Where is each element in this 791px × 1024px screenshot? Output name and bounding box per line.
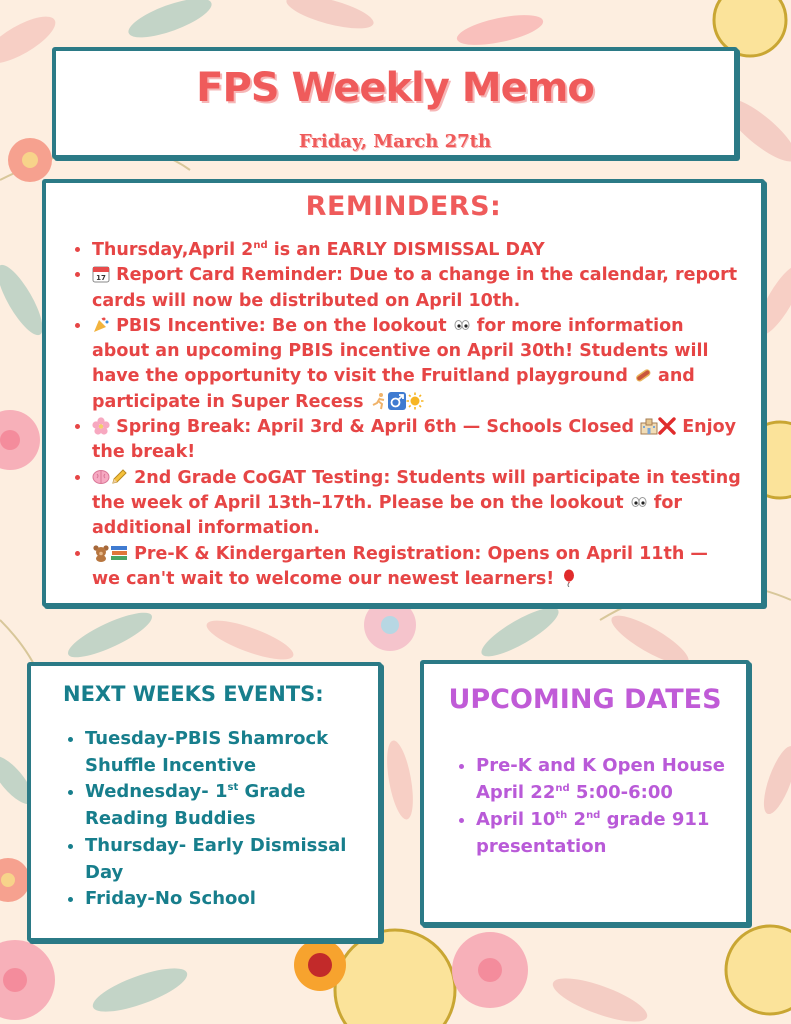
reminders-card xyxy=(42,179,765,607)
list-item: • 2nd Grade CoGAT Testing: Students will participate in testing the week of April 13th–17th. Please be on the lookout for additional information. xyxy=(92,466,741,542)
eyes-icon xyxy=(453,316,471,334)
upcoming-dates-list xyxy=(458,752,736,860)
upcoming-dates-card xyxy=(420,660,750,926)
party-popper-icon xyxy=(92,316,110,334)
teddy-bear-icon xyxy=(92,544,110,562)
reminders-heading: REMINDERS: xyxy=(305,191,502,222)
list-item: • PBIS Incentive: Be on the lookout for more information about an upcoming PBIS incentive on April 30th! Students will have the opportunity to visit the Fruitland playground and participate in Super Recess xyxy=(92,314,741,415)
list-item: • Tuesday-PBIS Shamrock Shuffle Incentive xyxy=(85,726,364,779)
list-item: • Thursday,April 2nd is an EARLY DISMISSAL DAY xyxy=(92,238,741,263)
memo-date: Friday, March 27th xyxy=(298,131,492,152)
books-icon xyxy=(110,544,128,562)
list-item: • 17 Report Card Reminder: Due to a change in the calendar, report cards will now be distributed on April 10th. xyxy=(92,263,741,314)
cross-mark-icon xyxy=(658,417,676,435)
sun-icon xyxy=(406,392,424,410)
title-card xyxy=(52,47,738,159)
list-item: • Pre-K & Kindergarten Registration: Opens on April 11th — we can't wait to welcome our newest learners! xyxy=(92,542,741,593)
memo-title: FPS Weekly Memo xyxy=(196,65,594,111)
running-icon xyxy=(370,392,388,410)
pencil-icon xyxy=(110,468,128,486)
events-list xyxy=(67,726,364,913)
cherry-blossom-icon xyxy=(92,417,110,435)
balloon-icon xyxy=(560,569,578,587)
calendar-icon xyxy=(92,265,110,283)
brain-icon xyxy=(92,468,110,486)
svg-text:17: • 17 xyxy=(96,274,106,283)
eyes-icon xyxy=(630,493,648,511)
list-item: • Thursday- Early Dismissal Day xyxy=(85,833,364,886)
list-item: • Wednesday- 1st Grade Reading Buddies xyxy=(85,779,364,832)
hotdog-icon xyxy=(634,366,652,384)
reminders-list xyxy=(76,238,741,592)
next-weeks-events-card xyxy=(27,662,382,942)
list-item: • Friday-No School xyxy=(85,886,364,913)
list-item: • Spring Break: April 3rd & April 6th — Schools Closed Enjoy the break! xyxy=(92,415,741,466)
school-icon xyxy=(640,417,658,435)
list-item: • Pre-K and K Open House April 22nd 5:00-6:00 xyxy=(476,752,736,806)
male-sign-icon xyxy=(388,392,406,410)
upcoming-dates-heading: UPCOMING DATES xyxy=(448,684,722,715)
events-heading: NEXT WEEKS EVENTS: xyxy=(63,682,324,706)
list-item: • April 10th 2nd grade 911 presentation xyxy=(476,806,736,860)
